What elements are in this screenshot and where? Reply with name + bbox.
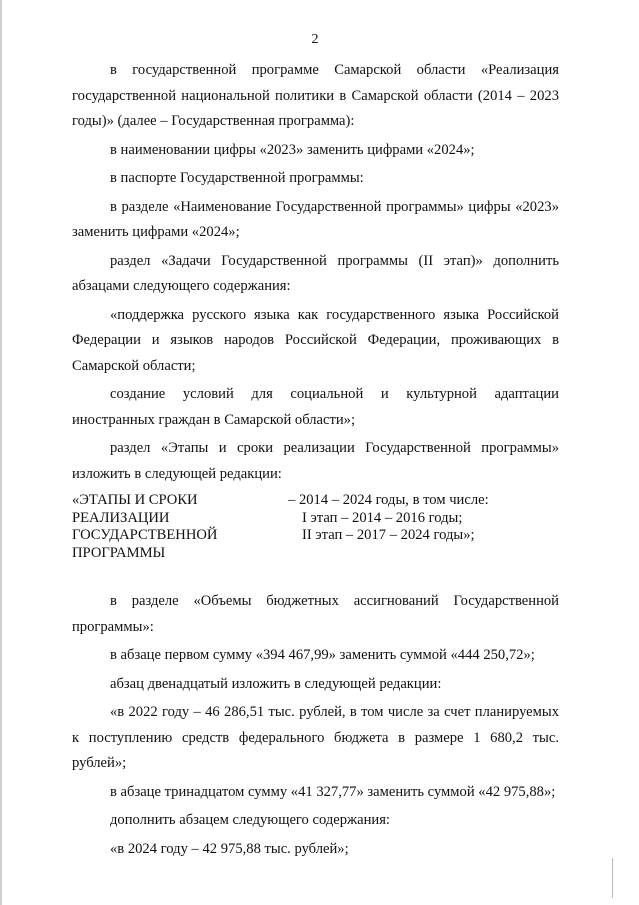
paragraph: в разделе «Наименование Государственной программы» цифры «2023» заменить цифрами «2024»;: [72, 198, 559, 240]
paragraph: раздел «Задачи Государственной программы (II этап)» дополнить абзацами следующего содержания:: [72, 252, 559, 294]
stages-value-line: I этап – 2014 – 2016 годы;: [302, 509, 463, 526]
stages-table-label: [72, 492, 292, 562]
paragraph: «в 2024 году – 42 975,88 тыс. рублей»;: [110, 840, 349, 857]
paragraph: в абзаце тринадцатом сумму «41 327,77» заменить суммой «42 975,88»;: [110, 783, 556, 800]
paragraph: в наименовании цифры «2023» заменить цифрами «2024»;: [110, 141, 475, 158]
paragraph: «в 2022 году – 46 286,51 тыс. рублей, в том числе за счет планируемых к поступлению средств федерального бюджета в размере 1 680,2 тыс. рублей»;: [72, 704, 559, 771]
paragraph: в абзаце первом сумму «394 467,99» заменить суммой «444 250,72»;: [110, 647, 535, 663]
stages-value-line: – 2014 – 2024 годы, в том числе:: [288, 492, 489, 508]
paragraph: абзац двенадцатый изложить в следующей редакции:: [110, 675, 442, 692]
stages-label-line: ПРОГРАММЫ: [72, 544, 166, 561]
document-body: [72, 58, 559, 862]
paragraph: «поддержка русского языка как государственного языка Российской Федерации и языков народов Российской Федерации, проживающих в Самарской области;: [72, 306, 559, 374]
paragraph: раздел «Этапы и сроки реализации Государственной программы» изложить в следующей редакции:: [72, 440, 559, 482]
page-number: 2: [311, 32, 319, 47]
paragraph: в паспорте Государственной программы:: [110, 170, 364, 186]
stages-value-line: II этап – 2017 – 2024 годы»;: [302, 527, 475, 543]
scan-artifact-line: [612, 858, 613, 898]
stages-table: [72, 492, 559, 562]
stages-label-line: РЕАЛИЗАЦИИ: [72, 509, 170, 526]
stages-label-line: ГОСУДАРСТВЕННОЙ: [72, 527, 218, 543]
stages-label-line: «ЭТАПЫ И СРОКИ: [72, 492, 198, 508]
stages-table-value: [288, 492, 559, 562]
paragraph: в разделе «Объемы бюджетных ассигнований Государственной программы»:: [72, 593, 559, 635]
paragraph: создание условий для социальной и культурной адаптации иностранных граждан в Самарской области»;: [72, 386, 559, 428]
scan-page-edge: [0, 0, 2, 905]
paragraph: дополнить абзацем следующего содержания:: [110, 812, 390, 828]
paragraph: в государственной программе Самарской области «Реализация государственной национальной политики в Самарской области (2014 – 2023 годы)» (далее – Государственная программа):: [72, 62, 559, 129]
